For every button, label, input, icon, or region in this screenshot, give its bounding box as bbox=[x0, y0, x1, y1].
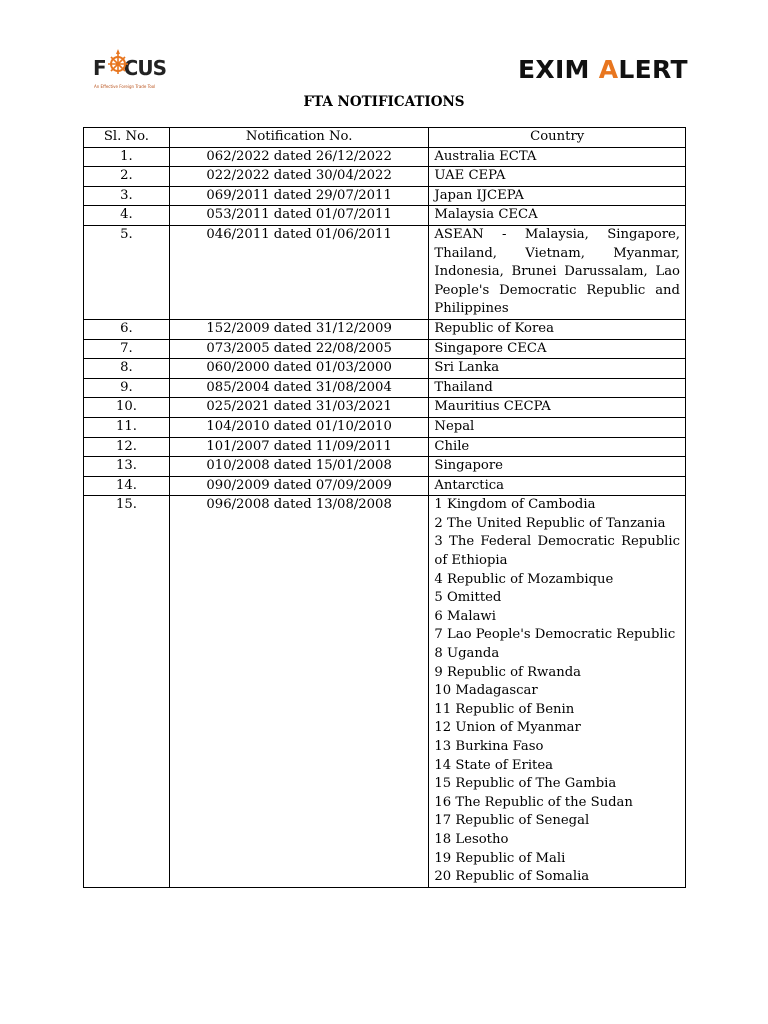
table-row bbox=[84, 359, 686, 379]
cell-sl-no: 10. bbox=[84, 398, 170, 418]
cell-country bbox=[429, 167, 686, 187]
cell-notification-no: 152/2009 dated 31/12/2009 bbox=[169, 319, 429, 339]
cell-notification-no: 073/2005 dated 22/08/2005 bbox=[169, 339, 429, 359]
country-line: 16 The Republic of the Sudan bbox=[434, 794, 633, 810]
focus-logo-text: F CUS bbox=[93, 56, 166, 80]
country-line: Antarctica bbox=[434, 477, 505, 493]
focus-logo bbox=[93, 46, 183, 94]
cell-notification-no: 090/2009 dated 07/09/2009 bbox=[169, 476, 429, 496]
cell-sl-no: 11. bbox=[84, 417, 170, 437]
cell-notification-no: 062/2022 dated 26/12/2022 bbox=[169, 147, 429, 167]
country-line: UAE CEPA bbox=[434, 168, 506, 184]
table-row bbox=[84, 167, 686, 187]
table-row bbox=[84, 417, 686, 437]
cell-sl-no: 14. bbox=[84, 476, 170, 496]
exim-alert-text-b: LERT bbox=[618, 55, 688, 84]
country-line: 5 Omitted bbox=[434, 590, 502, 606]
table-row bbox=[84, 437, 686, 457]
cell-sl-no: 3. bbox=[84, 186, 170, 206]
country-line: 19 Republic of Mali bbox=[434, 850, 566, 866]
country-line: Australia ECTA bbox=[434, 148, 537, 164]
cell-country bbox=[429, 319, 686, 339]
table-row bbox=[84, 398, 686, 418]
cell-sl-no: 2. bbox=[84, 167, 170, 187]
table-row bbox=[84, 319, 686, 339]
focus-tagline: An Effective Foreign Trade Tool bbox=[94, 84, 156, 89]
header-country: Country bbox=[429, 128, 686, 148]
table-row bbox=[84, 147, 686, 167]
country-line: 11 Republic of Benin bbox=[434, 701, 575, 717]
country-line: 6 Malawi bbox=[434, 608, 496, 624]
cell-notification-no: 069/2011 dated 29/07/2011 bbox=[169, 186, 429, 206]
cell-sl-no: 13. bbox=[84, 457, 170, 477]
cell-notification-no: 025/2021 dated 31/03/2021 bbox=[169, 398, 429, 418]
header-sl-no: Sl. No. bbox=[84, 128, 170, 148]
cell-notification-no: 010/2008 dated 15/01/2008 bbox=[169, 457, 429, 477]
country-line: Singapore bbox=[434, 458, 503, 474]
table-row bbox=[84, 378, 686, 398]
country-line: 2 The United Republic of Tanzania bbox=[434, 515, 666, 531]
table-row bbox=[84, 225, 686, 319]
table-row bbox=[84, 457, 686, 477]
country-line: Sri Lanka bbox=[434, 360, 500, 376]
country-line: 12 Union of Myanmar bbox=[434, 720, 581, 736]
exim-alert-accent-letter: A bbox=[598, 55, 619, 84]
cell-country bbox=[429, 206, 686, 226]
country-line: Singapore CECA bbox=[434, 340, 547, 356]
cell-sl-no: 8. bbox=[84, 359, 170, 379]
country-line: 14 State of Eritea bbox=[434, 757, 553, 773]
table-row bbox=[84, 206, 686, 226]
cell-sl-no: 4. bbox=[84, 206, 170, 226]
country-line: 15 Republic of The Gambia bbox=[434, 776, 617, 792]
cell-country bbox=[429, 359, 686, 379]
fta-notifications-table bbox=[83, 127, 686, 888]
cell-sl-no: 12. bbox=[84, 437, 170, 457]
cell-sl-no: 15. bbox=[84, 496, 170, 887]
table-header-row bbox=[84, 128, 686, 148]
country-line: Japan IJCEPA bbox=[434, 187, 524, 203]
cell-sl-no: 6. bbox=[84, 319, 170, 339]
cell-notification-no: 022/2022 dated 30/04/2022 bbox=[169, 167, 429, 187]
country-line: Nepal bbox=[434, 418, 475, 434]
country-line: 8 Uganda bbox=[434, 646, 500, 662]
country-line: Chile bbox=[434, 438, 470, 454]
country-line: Thailand bbox=[434, 379, 493, 395]
header-notification-no: Notification No. bbox=[169, 128, 429, 148]
cell-sl-no: 9. bbox=[84, 378, 170, 398]
country-line: Malaysia CECA bbox=[434, 207, 538, 223]
cell-sl-no: 5. bbox=[84, 225, 170, 319]
cell-notification-no: 053/2011 dated 01/07/2011 bbox=[169, 206, 429, 226]
cell-country bbox=[429, 476, 686, 496]
table-row bbox=[84, 476, 686, 496]
cell-country bbox=[429, 225, 686, 319]
cell-country bbox=[429, 457, 686, 477]
country-line: 7 Lao People's Democratic Republic bbox=[434, 627, 676, 643]
cell-country bbox=[429, 147, 686, 167]
country-line: 18 Lesotho bbox=[434, 831, 509, 847]
cell-notification-no: 096/2008 dated 13/08/2008 bbox=[169, 496, 429, 887]
cell-sl-no: 1. bbox=[84, 147, 170, 167]
table-row bbox=[84, 186, 686, 206]
exim-alert-text-a: EXIM bbox=[518, 55, 599, 84]
country-line: 13 Burkina Faso bbox=[434, 739, 544, 754]
country-line: Republic of Korea bbox=[434, 320, 554, 336]
cell-notification-no: 060/2000 dated 01/03/2000 bbox=[169, 359, 429, 379]
cell-notification-no: 101/2007 dated 11/09/2011 bbox=[169, 437, 429, 457]
country-line: 3 The Federal Democratic Republic of Ethiopia bbox=[434, 534, 680, 569]
cell-country bbox=[429, 186, 686, 206]
country-line: 1 Kingdom of Cambodia bbox=[434, 497, 596, 513]
country-line: 10 Madagascar bbox=[434, 683, 538, 699]
exim-alert-logo bbox=[518, 55, 688, 84]
cell-notification-no: 046/2011 dated 01/06/2011 bbox=[169, 225, 429, 319]
cell-country bbox=[429, 417, 686, 437]
country-line: Mauritius CECPA bbox=[434, 399, 551, 415]
country-line: ASEAN - Malaysia, Singapore, Thailand, Vietnam, Myanmar, Indonesia, Brunei Darussalam, Lao People's Democratic Republic and Philippines bbox=[434, 226, 680, 317]
table-body bbox=[84, 147, 686, 887]
cell-country bbox=[429, 378, 686, 398]
table-row bbox=[84, 496, 686, 887]
cell-notification-no: 085/2004 dated 31/08/2004 bbox=[169, 378, 429, 398]
country-line: 17 Republic of Senegal bbox=[434, 813, 590, 829]
cell-sl-no: 7. bbox=[84, 339, 170, 359]
country-line: 4 Republic of Mozambique bbox=[434, 571, 614, 587]
table-row bbox=[84, 339, 686, 359]
cell-country bbox=[429, 398, 686, 418]
country-line: 20 Republic of Somalia bbox=[434, 869, 590, 885]
cell-country bbox=[429, 496, 686, 887]
page-title: FTA NOTIFICATIONS bbox=[303, 94, 465, 110]
country-line: 9 Republic of Rwanda bbox=[434, 664, 582, 680]
ship-wheel-icon bbox=[108, 49, 128, 75]
cell-country bbox=[429, 437, 686, 457]
cell-country bbox=[429, 339, 686, 359]
cell-notification-no: 104/2010 dated 01/10/2010 bbox=[169, 417, 429, 437]
